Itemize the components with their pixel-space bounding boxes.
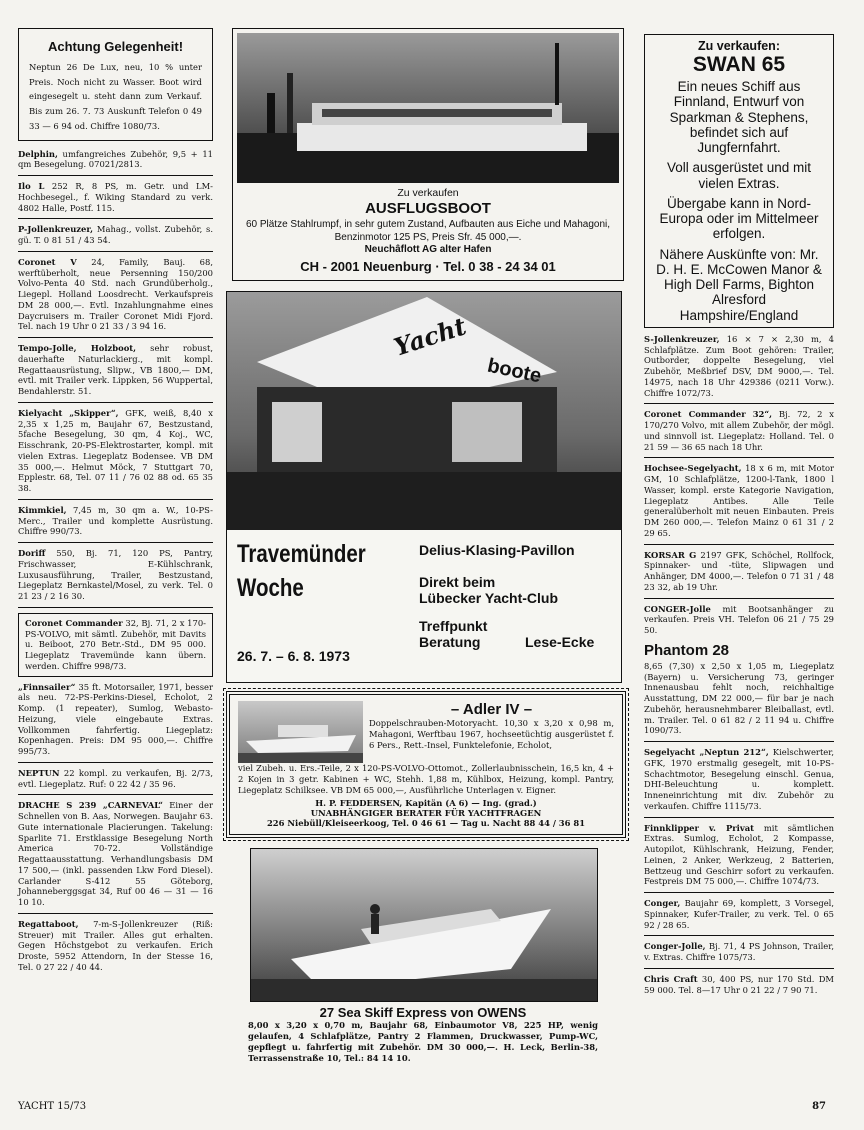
classified-ad [18, 682, 213, 757]
classified-ad [18, 613, 213, 677]
classified-ad-heading: NEPTUN [18, 767, 60, 778]
phantom-text: 8,65 (7,30) x 2,50 x 1,05 m, Liegeplatz (Bayern) u. Versicherung 73, geringer Innenausbau fehlt noch, reichhaltige Ausstattung, DM 22 000,— für bar je nach Zubehör, herausnehmbarer Bleiballast, evtl. m. Trailer. Tel. 0 61 82 / 2 11 94 u. Chiffre 1090/73. [644, 660, 834, 736]
classified-ad-text: 2197 GFK, Schöchel, Rollfock, Spinnaker- und -tüte, Slipwagen und Anhänger, DM 4000,—. Telefon 0 71 31 / 48 23 32, ab 19 Uhr. [644, 549, 834, 592]
classified-ad-heading: Ilo L [18, 181, 45, 192]
trave-p2a: Direkt beim [419, 574, 496, 590]
classified-ad-heading: Hochsee-Segelyacht, [644, 463, 742, 474]
owens-photo [250, 848, 598, 1002]
owens-text: 8,00 x 3,20 x 0,70 m, Baujahr 68, Einbaumotor V8, 225 HP, wenig gelaufen, 4 Schlafplätze, Pantry 2 Flammen, Druckwasser, Pump-WC, gepflegt u. fahrfertig mit Zubehör. DM 30 000,—. H. Leck, Berlin-38, Terrassenstraße 10, Tel.: 84 14 10. [248, 1020, 598, 1063]
classified-ad-text: Einer der Schnellen von B. Aas, Norwegen. Baujahr 63. Gute internationale Placierungen. Takelung: Sparlite 71. Erstklassige Besegelung North America 70-72. Vollständige Regattaausstattung. Verhandlungsbasis DM 17 500,— (inkl. passenden Lkw Ford Diesel). Carlander S-412 55 Göteborg, Johanneberggsgat 34, Ruf 00 46 — 31 — 16 10 10. [18, 800, 214, 908]
classified-ad [18, 548, 213, 602]
right-classifieds [644, 334, 834, 636]
divider [644, 892, 834, 893]
classified-ad-heading: Conger-Jolle, [644, 941, 706, 952]
adler-photo [238, 701, 363, 763]
classified-ad-text: Bj. 71, 4 PS Johnson, Trailer, v. Extras. Chiffre 1075/73. [644, 941, 834, 962]
right-classifieds-2 [644, 747, 834, 995]
ad-text: Neptun 26 De Lux, neu, 10 % unter Preis. Noch nicht zu Wasser. Boot wird eingesegelt u. steht dann zum Verkauf. Bis zum 26. 7. 73 Auskunft Telefon 0 49 33 — 6 94 od. Chiffre 1080/73. [29, 62, 202, 131]
classified-ad [644, 747, 834, 812]
adler-line-3: 226 Niebüll/Kleiseerkoog, Tel. 0 46 61 — Tag u. Nacht 88 44 / 36 81 [266, 818, 586, 829]
classified-ad-text: GFK, weiß, 8,40 x 2,35 x 1,25 m, Baujahr 67, Bestzustand, 5fache Besegelung, 30 qm, 4 Koj., WC, Eisschrank, 20-PS-Elektrostarter, kompl. mit vielen Extras. Liegeplatz Bodensee. VB DM 35 000,—. Helmut Möck, 7 Stuttgart 70, Epplestr. 68, Tel. 07 11 / 76 02 88 od. 65 35 38. [18, 407, 213, 494]
right-column [644, 34, 834, 1000]
classified-ad-text: Mahag., vollst. Zubehör, s. gü. T. 0 81 51 / 43 54. [18, 224, 213, 246]
classified-ad-heading: Tempo-Jolle, Holzboot, [18, 343, 137, 354]
divider [644, 817, 834, 818]
divider [644, 598, 834, 599]
classified-ad [644, 823, 834, 888]
trave-p3b: Beratung [419, 634, 481, 650]
ad-adler-iv [226, 691, 626, 838]
classified-ad-text: Kielschwerter, GFK, 1970 erstmalig gesegelt, mit 10-PS-Schachtmotor, Besegelung einschl. Genua, DHI-Beleuchtung u. komplett. Inneneinrichtung mit div. Zubehör zu verkaufen. Chiffre 1115/73. [644, 747, 835, 811]
divider [644, 544, 834, 545]
classified-ad [18, 505, 213, 537]
ad-box-achtung [18, 28, 213, 141]
classified-ad [644, 604, 834, 636]
classified-ad-text: Baujahr 69, komplett, 3 Vorsegel, Spinnaker, Kufer-Trailer, zu verk. Tel. 0 65 92 / 28 65. [644, 898, 834, 930]
divider [18, 218, 213, 219]
divider [644, 741, 834, 742]
trave-dates: 26. 7. – 6. 8. 1973 [237, 648, 350, 664]
classified-ad [644, 463, 834, 538]
classified-ad-heading: P-Jollenkreuzer, [18, 224, 94, 235]
divider [18, 762, 213, 763]
classified-ad-text: 22 kompl. zu verkaufen, Bj. 2/73, evtl. Liegeplatz. Ruf: 0 22 42 / 35 96. [18, 767, 213, 789]
divider [18, 175, 213, 176]
classified-ad-heading: KORSAR G [644, 549, 697, 560]
trave-p1: Delius-Klasing-Pavillon [419, 542, 575, 558]
owens-title: 27 Sea Skiff Express von OWENS [319, 1005, 527, 1021]
classified-ad-text: 550, Bj. 71, 120 PS, Pantry, Frischwasser, E-Kühlschrank, Luxusausführung, Trailer, Bestzustand, Liegeplatz Bernkastel/Mosel, zu verk. Tel. 0 21 23 / 2 16 30. [18, 548, 213, 602]
adler-text-1: Doppelschrauben-Motoryacht. 10,30 x 3,20 x 0,98 m, Mahagoni, Werftbau 1967, hochseetüchtig ausgerüstet f. 6 Pers., Rett.-Insel, Funktelefonie, Echolot, [369, 718, 614, 750]
classified-ad [18, 408, 213, 494]
classified-ad [644, 974, 834, 996]
classified-ad-text: 32, Bj. 71, 2 x 170-PS-VOLVO, mit sämtl. Zubehör, mit Davits u. Beiboot, 270 Betr.-Std., DM 95 000. Liegeplatz Travemünde kann übern. werden. Chiffre 998/73. [25, 617, 206, 671]
classified-ad-text: 16 × 7 × 2,30 m, 4 Schlafplätze. Zum Boot gehören: Trailer, Outborder, doppelte Besegelung, viel Zubehör, Meßbrief DSV, DM 9000,—. Tel. 14975, nach 18 Uhr 429386 (0211 Vorw.). Chiffre 1072/73. [644, 333, 834, 398]
classified-ad-heading: Regattaboot, [18, 918, 79, 929]
ad-owens [226, 848, 620, 1063]
divider [18, 913, 213, 914]
classified-ad-heading: Conger, [644, 898, 681, 908]
classified-ad [18, 224, 213, 246]
classified-ad-text: umfangreiches Zubehör, 9,5 + 11 qm Besegelung. 07021/2813. [18, 148, 213, 170]
middle-column [226, 28, 626, 1063]
classified-ad-heading: Finnklipper v. Privat [644, 822, 755, 833]
classified-ad-heading: S-Jollenkreuzer, [644, 333, 720, 344]
classified-ad-heading: Coronet Commander [25, 617, 123, 628]
classified-ad-text: 7-m-S-Jollenkreuzer (Riß: Streuer) mit Trailer. Alles gut erhalten. Gegen Höchstgebot zu verkaufen. Erich Droste, 5952 Attendorn, In der Stesse 16, Tel. 0 27 22 / 40 44. [18, 918, 213, 972]
divider [644, 457, 834, 458]
classified-ad [644, 941, 834, 963]
classified-ad [18, 919, 213, 973]
trave-title-2: Woche [237, 574, 304, 602]
classified-ad-heading: Kielyacht „Skipper“, [18, 407, 119, 418]
classified-ad-heading: Kimmkiel, [18, 504, 67, 515]
ad-ausflugsboot [232, 28, 624, 281]
classified-ad-heading: Doriff [18, 548, 46, 559]
swan-heading: Zu verkaufen: [698, 39, 780, 53]
classified-ad [644, 550, 834, 593]
classified-ad [18, 343, 213, 397]
left-column [18, 28, 213, 978]
ausflug-title: AUSFLUGSBOOT [365, 200, 491, 217]
classified-ad-text: sehr robust, dauerhafte Naturlackierg., mit kompl. Regattaausrüstung, Slipw., VB 1800,— DM, evtl. mit Trailer verk. Lippken, 56 Wuppertal, Bendahlerstr. 51. [18, 343, 213, 397]
classified-ad [18, 149, 213, 171]
adler-line-2: UNABHÄNGIGER BERATER FÜR YACHTFRAGEN [310, 808, 542, 819]
classified-ad-text: 252 R, 8 PS, m. Getr. und LM-Hochbesegel., f. Wiking Standard zu verk. 4802 Halle, Postf. 115. [18, 181, 213, 213]
classified-ad-heading: Segelyacht „Neptun 212“, [644, 747, 769, 757]
trave-p3a: Treffpunkt [419, 618, 488, 634]
divider [18, 542, 213, 543]
ad-swan-65 [644, 34, 834, 328]
swan-p2: Voll ausgerüstet und mit vielen Extras. [666, 160, 812, 191]
classified-ad-heading: Delphin, [18, 148, 58, 159]
classified-ad-text: 24, Family, Bauj. 68, werftüberholt, neue Persenning 150/200 Volvo-Penta 40 Std. nach Grundüberholg., Liegepl. Holland Loosdrecht. Verkaufspreis DM 28 000,—. Evtl. Inzahlungnahme eines Daycruisers m. Trailer Coronet Midi Fjord. Tel. nach 19 Uhr 0 21 33 / 3 94 16. [18, 256, 213, 332]
trave-title-1: Travemünder [237, 540, 366, 568]
divider [18, 499, 213, 500]
adler-line-1: H. P. FEDDERSEN, Kapitän (A 6) — Ing. (grad.) [315, 798, 537, 809]
classified-ad [644, 334, 834, 399]
swan-p4: Nähere Auskünfte von: Mr. D. H. E. McCowen Manor & High Dell Farms, Bighton Alresford Hampshire/England [656, 246, 822, 323]
classified-ad-heading: Coronet Commander 32“, [644, 409, 773, 420]
speedboat-illustration [251, 849, 597, 1001]
ausflug-firm: Neuchâflott AG alter Hafen [364, 244, 492, 255]
divider [18, 794, 213, 795]
classified-ad-text: 7,45 m, 30 qm a. W., 10-PS-Merc., Trailer und komplette Ausrüstung. Chiffre 990/73. [18, 504, 213, 537]
swan-p1: Ein neues Schiff aus Finnland, Entwurf von Sparkman & Stephens, befindet sich auf Jungfernfahrt. [669, 79, 809, 155]
classified-ad [644, 898, 834, 930]
classified-ad [644, 409, 834, 452]
classified-ad-text: 18 x 6 m, mit Motor GM, 10 Schlafplätze, 1200-l-Tank, 1800 l Wasser, kompl. erste Kategorie Navigation, Liegeplatz Antibes. Alle Teile generalüberholt mit neuen Einbauten. Preis DM 260 000,—. Telefon Mainz 0 61 31 / 2 29 65. [644, 463, 834, 538]
classified-ad-heading: DRACHE S 239 „CARNEVAL“ [18, 800, 163, 811]
classified-ad-text: 35 ft. Motorsailer, 1971, besser als neu. 72-PS-Perkins-Diesel, Echolot, 2 Komp. (1 repeater), Sumlog, Webasto-Heizung, viele eingebaute Extras. Vollkommen fahrfertig. Liegeplatz: Kopenhagen. Preis: DM 95 000,—. Chiffre 995/73. [18, 681, 213, 757]
divider [18, 402, 213, 403]
classified-ad-text: mit Bootsanhänger zu verkaufen. Preis VH. Telefon 06 21 / 75 29 50. [644, 603, 834, 635]
sign-boote: boote [485, 354, 544, 388]
boat-photo [237, 33, 619, 183]
ausflug-text: 60 Plätze Stahlrumpf, in sehr gutem Zustand, Aufbauten aus Eiche und Mahagoni, Benzinmotor 125 PS, Preis Sfr. 45 000,—. [245, 219, 611, 243]
trave-p2b: Lübecker Yacht-Club [419, 590, 559, 606]
ausflug-addr: CH - 2001 Neuenburg · Tel. 0 38 - 24 34 01 [300, 259, 556, 274]
classified-ad [18, 768, 213, 790]
pavilion-photo [227, 292, 621, 530]
divider [18, 251, 213, 252]
classified-ad-heading: Chris Craft [644, 973, 698, 984]
ferry-illustration [237, 33, 619, 183]
ausflug-zu: Zu verkaufen [397, 187, 459, 199]
adler-top [238, 701, 614, 763]
swan-p3: Übergabe kann in Nord-Europa oder im Mittelmeer erfolgen. [659, 195, 819, 242]
classified-ad-heading: CONGER-Jolle [644, 603, 711, 614]
adler-text-2: viel Zubeh. u. Ers.-Teile, 2 x 120-PS-VOLVO-Ottomot., Zollerlaubnisschein, 16,5 kn, 4 + 2 Kojen in 3 getr. Kabinen + WC, Stehh. 1,88 m, Kühlbox, Heizung, kompl. Pantry, Liegeplatz Schilksee. VB DM 65 000,—, Ausführliche Unterlagen v. Eigner. [238, 763, 614, 795]
phantom-title: Phantom 28 [644, 641, 730, 659]
trave-p3c: Lese-Ecke [525, 634, 595, 650]
divider [18, 337, 213, 338]
left-classifieds [18, 149, 213, 973]
divider [644, 403, 834, 404]
footer-page-number: 87 [812, 1101, 826, 1112]
classified-ad-heading: Coronet V [18, 256, 77, 267]
classified-ad-heading: „Finnsailer“ [18, 681, 76, 692]
divider [644, 968, 834, 969]
motoryacht-illustration [238, 701, 363, 763]
footer-issue: YACHT 15/73 [18, 1101, 87, 1112]
classified-ad [18, 257, 213, 332]
classified-ad [18, 181, 213, 213]
classified-ad-text: Bj. 72, 2 x 170/270 Volvo, mit allem Zubehör, der mögl. und sinnvoll ist. Liegeplatz: Holland. Tel. 0 21 59 — 36 65 nach 18 Uhr. [644, 409, 835, 452]
swan-title: SWAN 65 [692, 53, 786, 76]
classified-ad-text: 30, 400 PS, nur 170 Std. DM 59 000. Tel. 8—17 Uhr 0 21 22 / 7 90 71. [644, 973, 834, 995]
ad-title: Achtung Gelegenheit! [47, 39, 184, 54]
classified-ad-text: mit sämtlichen Extras. Sumlog, Echolot, 2 Kompasse, Autopilot, Kühlschrank, Heizung, Fender, Leinen, 2 Anker, Werkzeug, 2 Batterien, Bettzeug und Geschirr sofort zu verkaufen. Festpreis DM 75 000,—. Chiffre 1074/73. [644, 822, 835, 887]
divider [18, 607, 213, 608]
ad-travemuender-woche [226, 291, 622, 683]
classified-ad [18, 800, 213, 908]
divider [644, 935, 834, 936]
adler-title: – Adler IV – [450, 701, 533, 718]
sign-yacht: Yacht [390, 311, 470, 362]
